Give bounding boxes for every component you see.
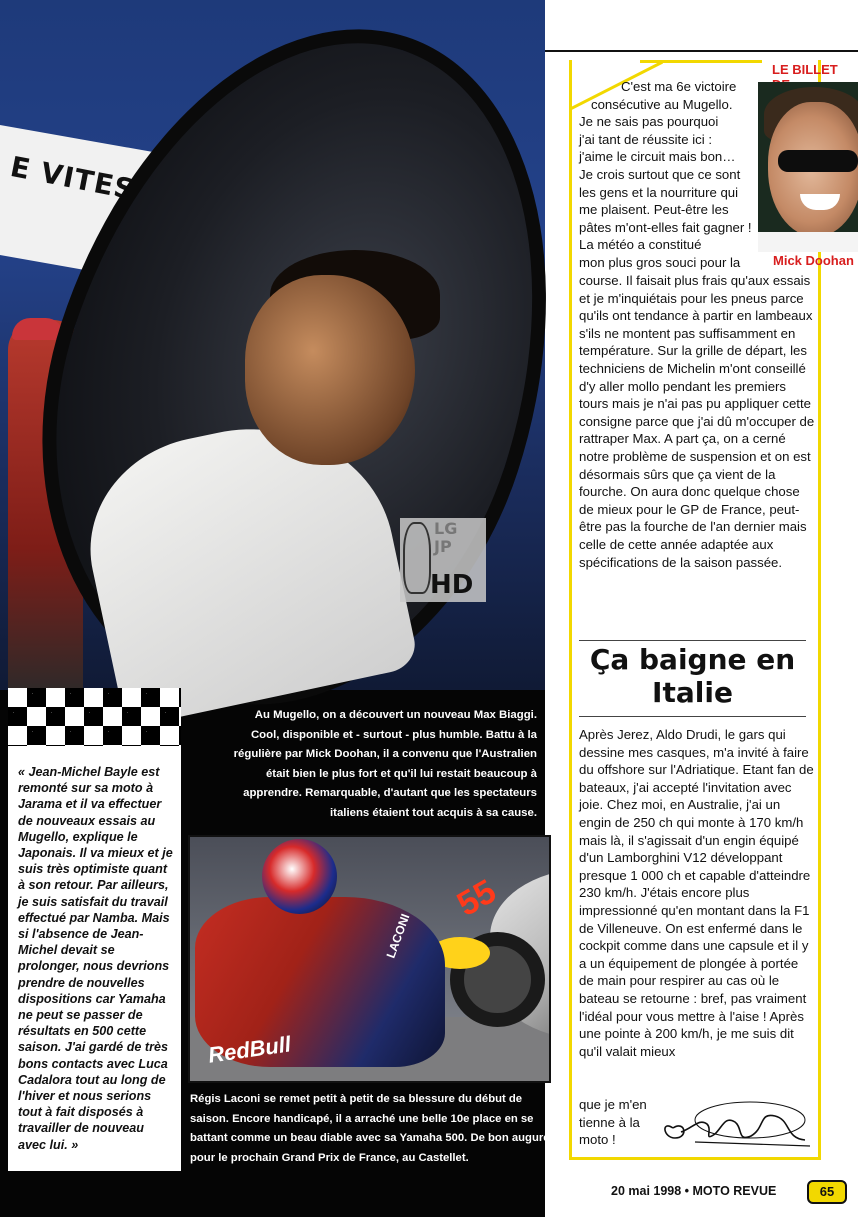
intro-line: Je crois surtout que ce sont — [579, 166, 741, 182]
watermark-hd: HD — [430, 570, 474, 600]
column-intro — [579, 78, 757, 272]
intro-line: j'aime le circuit mais bon… — [579, 149, 736, 165]
intro-line: consécutive au Mugello. — [591, 96, 733, 112]
biaggi-face — [245, 275, 415, 465]
sunglasses-icon — [778, 150, 858, 172]
watermark-face-icon — [403, 522, 431, 594]
intro-line: les gens et la nourriture qui — [579, 184, 739, 200]
intro-line: mon plus gros souci pour la — [579, 254, 741, 270]
checkered-flag — [8, 688, 181, 746]
intro-line: La météo a constitué — [579, 237, 702, 253]
rider-helmet — [262, 839, 337, 914]
column-body-1: course. Il faisait plus frais qu'aux essais et je m'inquiétais pour les pneus parce qu'ils ont tendance à partir en lambeaux s'ils ne montent pas suffisamment en température. Sur la grille de départ, les techniciens de Michelin m'ont conseillé d'y aller mollo pendant les premiers tours mais je n'ai pas pu appliquer cette consigne parce que j'ai dû m'occuper de rattraper Max. A part ça, on a cerné notre problème de suspension et on est désormais sûrs que ça vient de la fourche. On aura donc quelque chose de mieux pour le GP de France, peut-être pas la fourche de l'an dernier mais celle de cette année adaptée aux spécifications de la saison passée. — [579, 273, 815, 570]
column-body-2: Après Jerez, Aldo Drudi, le gars qui dessine mes casques, m'a invité à faire du offshore sur l'Adriatique. Etant fan de bateaux, j'ai accepté l'invitation avec joie. Chez moi, en Australie, j'ai un engin de 250 ch qui monte à 170 km/h mais là, il s'agissait d'un engin équipé d'un Lamborghini V12 développant presque 1 000 ch et capable d'atteindre 230 km/h. J'étais encore plus impressionné qu'en montant dans la F1 de Villeneuve. On est enfermé dans le cockpit comme dans une capsule et il y a un équipement de plongée à portée de main pour respirer au cas où le bateau se retourne : bref, pas vraiment l'idéal pour vous mettre à l'aise ! Après une pointe à 200 km/h, je me suis dit qu'il valait mieux — [579, 727, 814, 1059]
quote-box — [8, 746, 181, 1171]
footer-issue: 20 mai 1998 • MOTO REVUE — [611, 1184, 777, 1198]
intro-line: j'ai tant de réussite ici : — [579, 131, 712, 147]
headline-rule-bottom — [579, 716, 806, 717]
column-headline: Ça baigne en Italie — [589, 643, 796, 709]
watermark-logo — [400, 518, 486, 602]
signature-icon — [655, 1098, 815, 1153]
intro-line: me plaisent. Peut-être les — [579, 202, 729, 218]
intro-line: pâtes m'ont-elles fait gagner ! — [579, 219, 752, 235]
column-closing: que je m'en tienne à la moto ! — [579, 1097, 647, 1148]
yamaha-quote: « Jean-Michel Bayle est remonté sur sa moto à Jarama et il va effectuer de nouveaux essais au Mugello, explique le Japonais. Il va mieux et je suis très optimiste quant à son retour. Par ailleurs, je suis satisfait du travail effectué par Namba. Mais si l'absence de Jean-Michel devait se prolonger, nous devrions prendre de nouvelles dispositions car Yamaha ne peut se passer de résultats en 500 cette saison. J'ai gardé de très bons contacts avec Luca Cadalora tout au long de l'hiver et nous serions tout à fait disposés à travailler de nouveau avec lui. » — [18, 765, 173, 1152]
headline-rule-top — [579, 640, 806, 641]
portrait-shirt — [758, 232, 858, 252]
top-rule — [545, 50, 858, 52]
rider-suit-text: RedBull — [206, 1031, 293, 1068]
biaggi-caption: Au Mugello, on a découvert un nouveau Max Biaggi. Cool, disponible et - surtout - plus humble. Battu à la régulière par Mick Doohan, il a convenu que l'Australien était bien le plus fort et qu'il lui restait beaucoup à apprendre. Remarquable, d'autant que les spectateurs italiens étaient tout acquis à sa cause. — [233, 709, 537, 819]
laconi-photo — [188, 835, 551, 1083]
page-number: 65 — [807, 1180, 847, 1204]
author-name: Mick Doohan — [773, 253, 854, 268]
watermark-letters: LG JP — [434, 519, 458, 556]
intro-line: C'est ma 6e victoire — [621, 79, 737, 94]
laconi-caption: Régis Laconi se remet petit à petit de sa blessure du début de saison. Encore handicapé, il a arraché une belle 10e place en se battant comme un beau diable avec sa Yamaha 500. De bon augure pour le prochain Grand Prix de France, au Castellet. — [190, 1093, 550, 1164]
bike-number: 55 — [450, 872, 503, 924]
author-portrait — [758, 82, 858, 252]
billet-label: LE BILLET — [772, 62, 838, 77]
intro-line: Je ne sais pas pourquoi — [579, 114, 719, 130]
rider-name-text: LACONI — [383, 911, 413, 961]
